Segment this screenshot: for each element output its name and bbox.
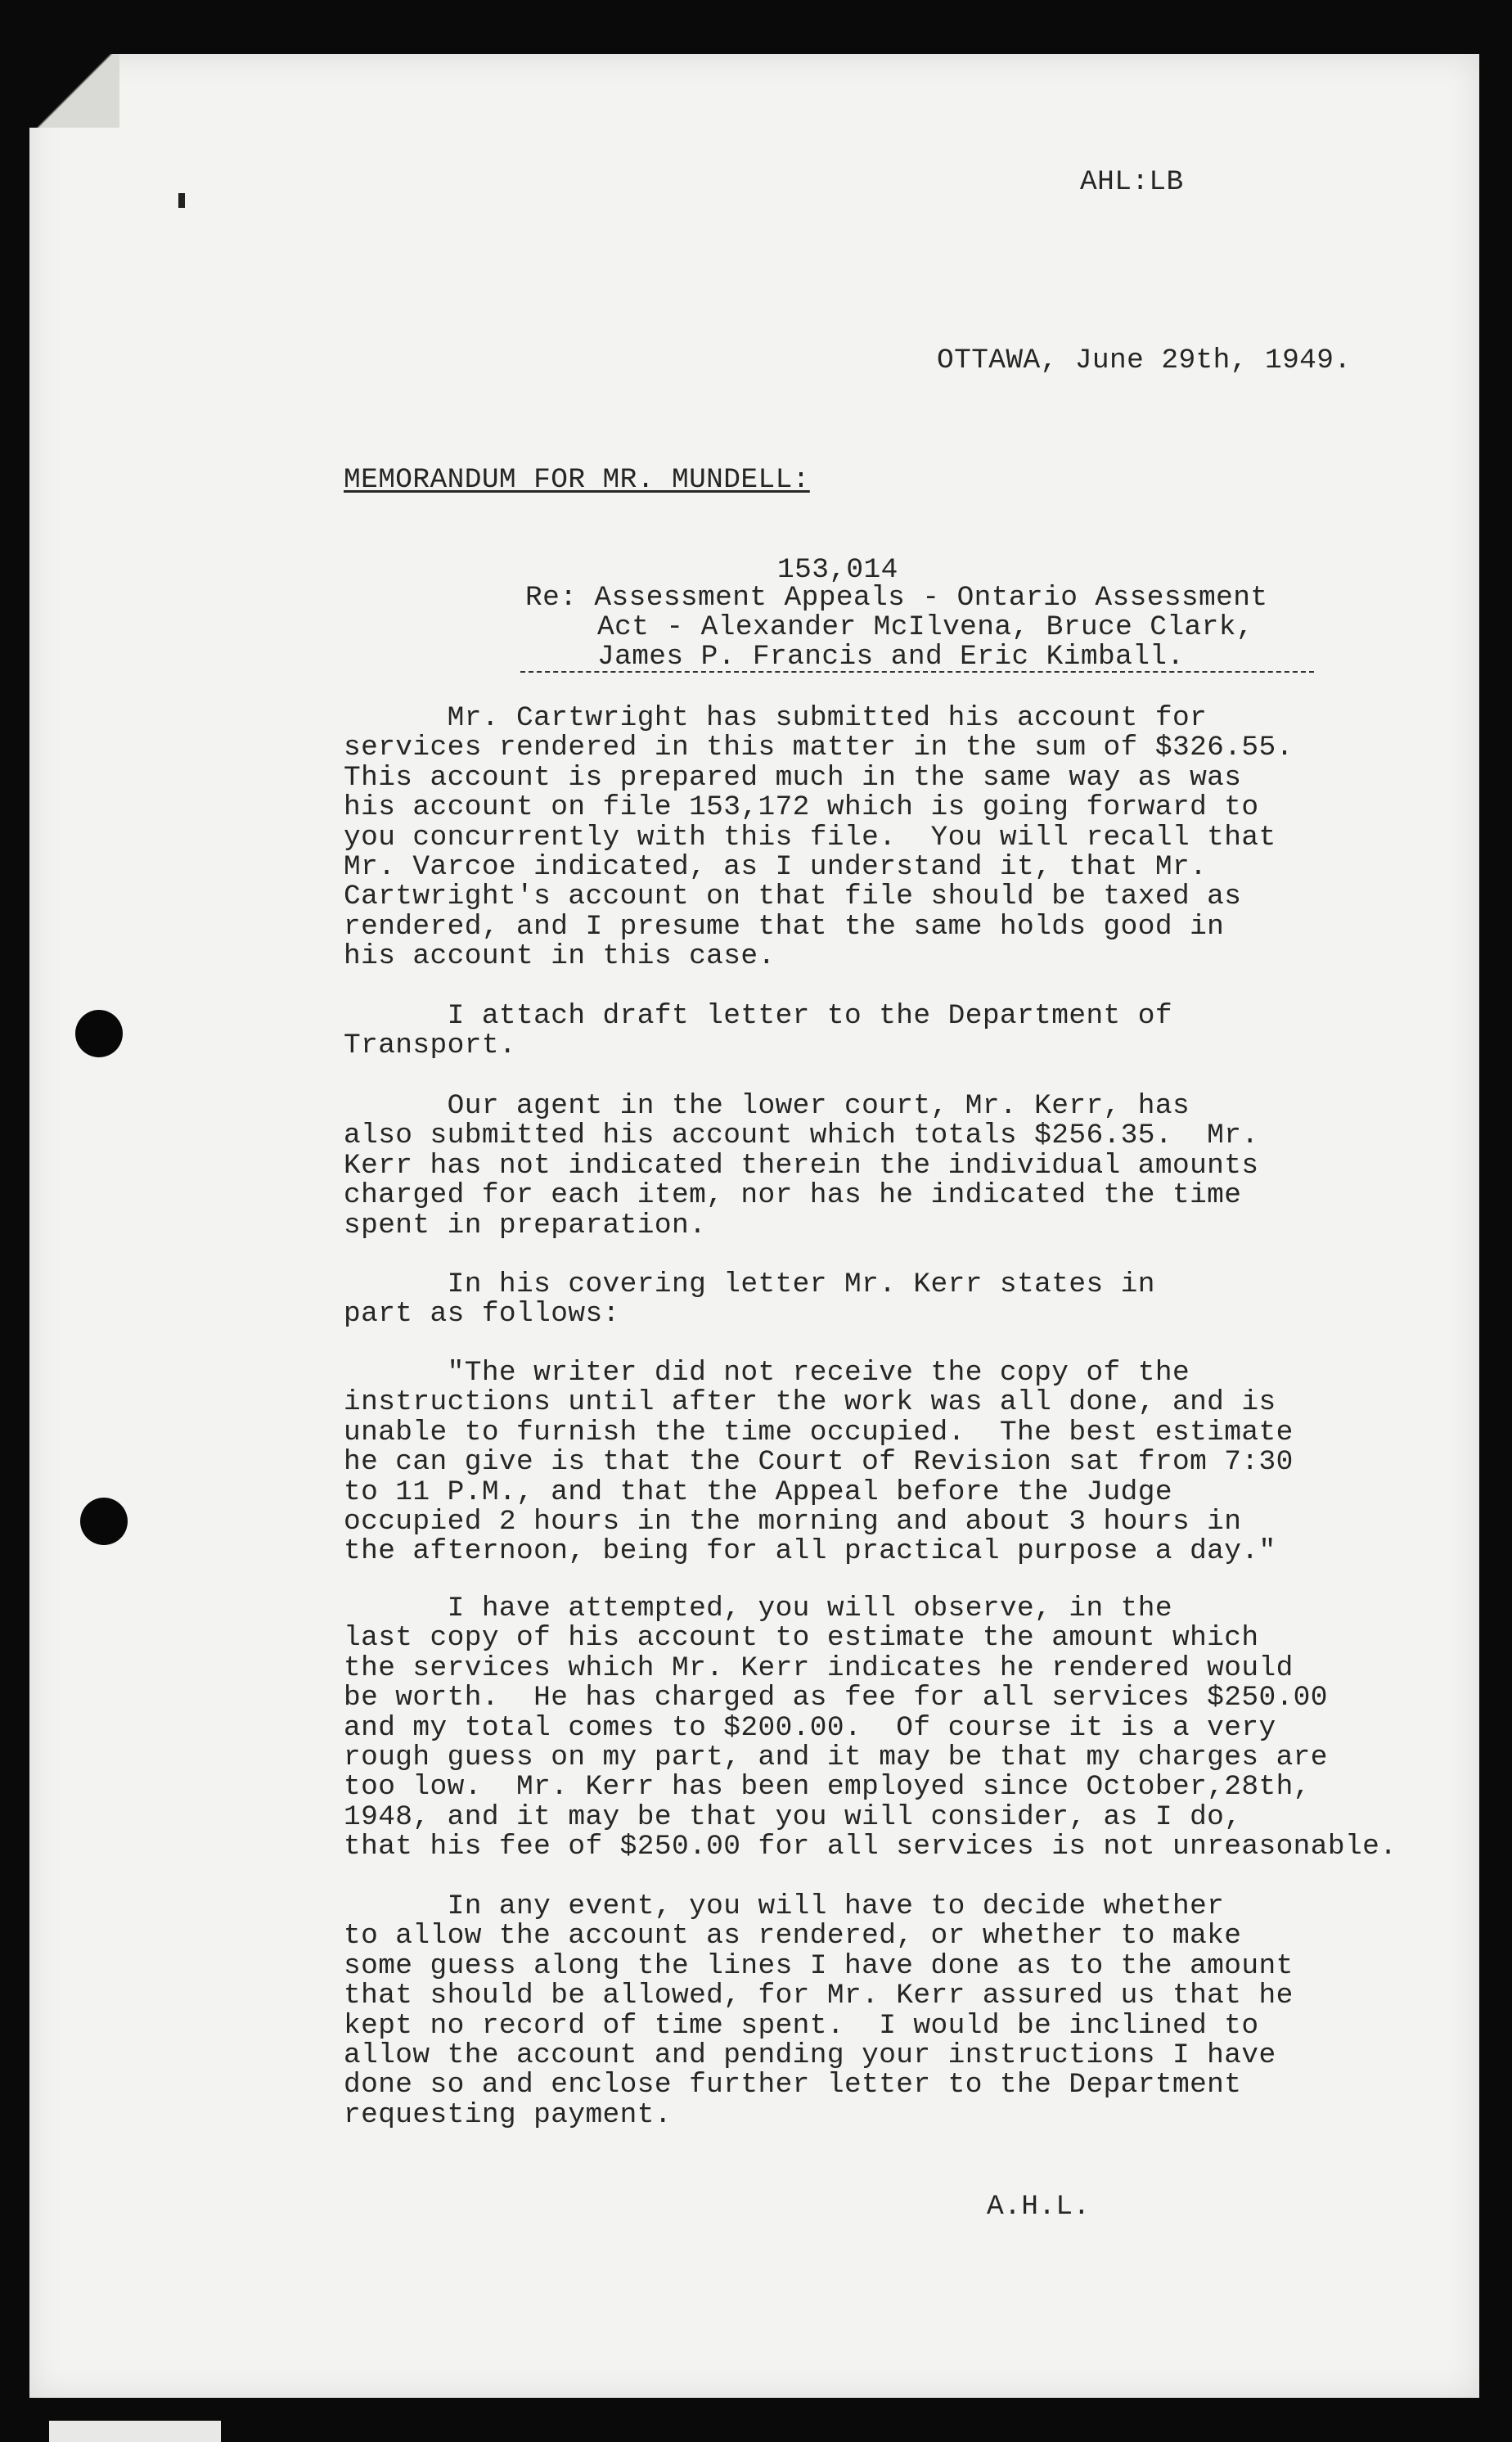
signature-initials: A.H.L.	[987, 2191, 1091, 2223]
re-line-1: Re: Assessment Appeals - Ontario Assessment	[525, 582, 1268, 614]
paragraph-draft-letter: I attach draft letter to the Department of Transport.	[344, 1000, 1172, 1062]
reference-code: AHL:LB	[1080, 166, 1184, 198]
paragraph-estimate: I have attempted, you will observe, in the last copy of his account to estimate the amount which the services which Mr. Kerr indicates he rendered would be worth. He has charged as fee for all services $250.00 and my total comes to $200.00. Of course it is a very rough guess on my part, and it may be that my charges are too low. Mr. Kerr has been employed since October,28th, 1948, and it may be that you will consider, as I do, that his fee of $250.00 for all services is not unreasonable.	[344, 1593, 1397, 1863]
date-line: OTTAWA, June 29th, 1949.	[937, 345, 1352, 376]
paragraph-decision: In any event, you will have to decide whether to allow the account as rendered, or whether to make some guess along the lines I have done as to the amount that should be allowed, for Mr. Kerr assured us that he kept no record of time spent. I would be inclined to allow the account and pending your instructions I have done so and enclose further letter to the Department requesting payment.	[344, 1890, 1294, 2131]
file-number: 153,014	[777, 554, 898, 586]
re-underline-rule	[520, 671, 1314, 673]
quoted-letter: "The writer did not receive the copy of the instructions until after the work was all done, and is unable to furnish the time occupied. The best estimate he can give is that the Court of Revision sat from 7:30 to 11 P.M., and that the Appeal before the Judge occupied 2 hours in the morning and about 3 hours in the afternoon, being for all practical purpose a day."	[344, 1357, 1294, 1568]
paragraph-covering-letter: In his covering letter Mr. Kerr states in part as follows:	[344, 1268, 1155, 1331]
paragraph-cartwright-account: Mr. Cartwright has submitted his account for services rendered in this matter in the sum of $326.55. This account is prepared much in the same way as was his account on file 153,172 which is going forward to you concurrently with this file. You will recall that Mr. Varcoe indicated, as I understand it, that Mr. Cartwright's account on that file should be taxed as rendered, and I presume that the same holds good in his account in this case.	[344, 702, 1294, 973]
re-line-3: James P. Francis and Eric Kimball.	[597, 641, 1185, 673]
memo-title: MEMORANDUM FOR MR. MUNDELL:	[344, 464, 810, 496]
re-line-2: Act - Alexander McIlvena, Bruce Clark,	[597, 611, 1253, 643]
paragraph-kerr-account: Our agent in the lower court, Mr. Kerr, has also submitted his account which totals $256.35. Mr. Kerr has not indicated therein the individual amounts charged for each item, nor has he indicated the time spent in preparation.	[344, 1090, 1259, 1241]
